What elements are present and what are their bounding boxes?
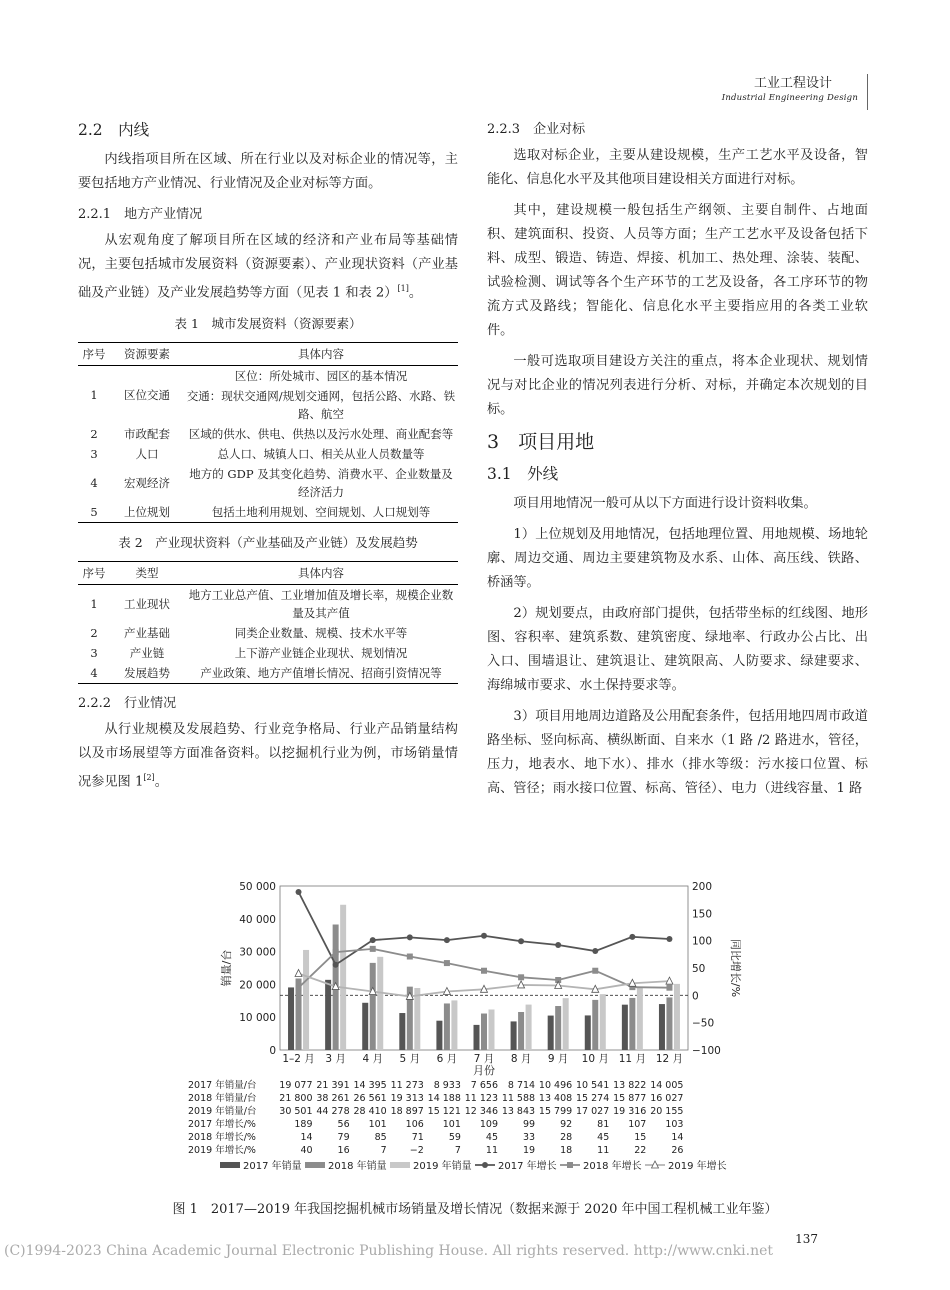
data-table-cell: 85 — [374, 1132, 387, 1143]
table-cell: 发展趋势 — [110, 663, 184, 684]
paragraph: 一般可选取项目建设方关注的重点，将本企业现状、规划情况与对比企业的情况列表进行分析、对标，并确定本次规划的目标。 — [487, 354, 868, 417]
growth-point — [444, 960, 450, 966]
table-cell: 1 — [90, 388, 98, 403]
data-table-cell: 14 — [300, 1132, 313, 1143]
header-rule — [867, 74, 868, 110]
data-table-cell: 10 496 — [538, 1080, 573, 1091]
table-cell: 地方的 GDP 及其变化趋势、消费水平、企业数量及经济活力 — [189, 467, 453, 500]
y2-axis-title: 同比增长/% — [729, 938, 742, 998]
data-table-cell: 11 — [597, 1145, 610, 1156]
table-header: 具体内容 — [184, 343, 458, 366]
data-table-cell: 38 261 — [316, 1093, 350, 1104]
bar-2018-4 — [444, 1003, 450, 1050]
bar-2018-6 — [518, 1012, 524, 1050]
growth-point — [444, 937, 450, 943]
y2-tick-label: 150 — [692, 908, 713, 921]
x-tick-label: 10 月 — [581, 1053, 609, 1065]
y-tick-label: 30 000 — [239, 946, 276, 959]
table-cell: 宏观经济 — [124, 476, 170, 491]
table-cell: 3 — [90, 646, 98, 661]
bar-2018-8 — [592, 1000, 598, 1050]
table-2 — [78, 561, 458, 684]
growth-point — [518, 974, 524, 980]
table-cell: 区位交通 — [124, 388, 170, 403]
data-table-cell: 8 933 — [433, 1080, 461, 1091]
table-caption: 表 2 产业现状资料（产业基础及产业链）及发展趋势 — [118, 535, 418, 551]
table-cell: 人口 — [135, 447, 159, 462]
legend-marker — [482, 1162, 488, 1168]
table-cell: 2 — [90, 626, 98, 641]
data-table-cell: 11 123 — [464, 1093, 498, 1104]
data-table-cell: 11 — [485, 1145, 498, 1156]
bar-2019-2 — [377, 957, 383, 1050]
data-table-cell: 28 410 — [353, 1106, 387, 1117]
bar-2018-2 — [370, 963, 376, 1050]
growth-point — [629, 934, 635, 940]
bar-2018-5 — [481, 1014, 487, 1050]
data-table-row-label: 2018 年增长/% — [188, 1132, 256, 1143]
bar-2019-5 — [489, 1010, 495, 1050]
table-cell: 上下游产业链企业现状、规划情况 — [234, 646, 408, 661]
page-number: 137 — [795, 1232, 818, 1246]
data-table-cell: 15 799 — [538, 1106, 573, 1117]
growth-point — [296, 889, 302, 895]
data-table-cell: 26 — [671, 1145, 684, 1156]
bar-2017-5 — [474, 1025, 480, 1050]
section-heading: 3 项目用地 — [487, 431, 595, 453]
table-cell: 上位规划 — [110, 502, 184, 523]
growth-point — [295, 969, 302, 976]
bar-2017-4 — [436, 1021, 442, 1050]
data-table-cell: 107 — [628, 1119, 647, 1130]
chart-svg — [180, 878, 770, 1188]
paragraph: 项目用地情况一般可从以下方面进行设计资料收集。 — [513, 496, 817, 511]
data-table-row-label: 2017 年增长/% — [188, 1119, 256, 1130]
data-table-cell: 92 — [560, 1119, 573, 1130]
y-tick-label: 50 000 — [239, 881, 276, 893]
growth-point — [333, 962, 339, 968]
data-table-cell: 14 188 — [427, 1093, 461, 1104]
table-1 — [78, 342, 458, 523]
growth-point — [592, 968, 598, 974]
bar-2019-3 — [414, 988, 420, 1050]
x-tick-label: 5 月 — [399, 1053, 421, 1065]
data-table-row-label: 2018 年销量/台 — [188, 1093, 257, 1104]
figure-1-chart — [180, 878, 770, 1188]
table-cell: 包括土地利用规划、空间规划、人口规划等 — [184, 502, 458, 523]
bar-2017-6 — [511, 1021, 517, 1050]
paragraph-text: 。 — [154, 774, 168, 790]
y2-tick-label: 200 — [692, 881, 713, 893]
data-table-cell: 103 — [665, 1119, 684, 1130]
bar-2019-1 — [340, 905, 346, 1050]
data-table-cell: 28 — [560, 1132, 573, 1143]
bar-2018-10 — [666, 997, 672, 1050]
table-header: 类型 — [110, 562, 184, 585]
y2-tick-label: 50 — [692, 963, 706, 975]
paragraph-text: 从宏观角度了解项目所在区域的经济和产业布局等基础情况，主要包括城市发展资料（资源要素）、产业现状资料（产业基础及产业链）及产业发展趋势等方面（见表 1 和表 2） — [78, 233, 458, 301]
x-tick-label: 11 月 — [618, 1053, 646, 1065]
data-table-cell: 19 077 — [279, 1080, 313, 1091]
data-table-cell: 45 — [597, 1132, 610, 1143]
data-table-cell: 15 121 — [427, 1106, 461, 1117]
table-cell: 区域的供水、供电、供热以及污水处理、商业配套等 — [188, 427, 454, 442]
y-tick-label: 10 000 — [239, 1012, 276, 1025]
data-table-cell: 13 822 — [613, 1080, 647, 1091]
paragraph: 选取对标企业，主要从建设规模，生产工艺水平及设备，智能化、信息化水平及其他项目建设相关方面进行对标。 — [487, 148, 868, 187]
data-table-cell: 59 — [448, 1132, 461, 1143]
data-table-cell: 44 278 — [316, 1106, 350, 1117]
bar-2019-6 — [526, 1005, 532, 1050]
growth-point — [555, 942, 561, 948]
legend-label: 2018 年增长 — [583, 1161, 642, 1172]
subsection-heading: 2.2.2 行业情况 — [78, 696, 177, 712]
growth-point — [370, 946, 376, 952]
x-axis-title: 月份 — [473, 1064, 495, 1077]
data-table-cell: 30 501 — [279, 1106, 313, 1117]
data-table-cell: 189 — [294, 1119, 313, 1130]
x-tick-label: 8 月 — [510, 1053, 532, 1065]
paragraph: 3）项目用地周边道路及公用配套条件，包括用地四周市政道路坐标、竖向标高、横纵断面、自来水（1 路 /2 路进水，管径，压力，地表水、地下水）、排水（排水等级：污水接口位置、标高、管径；雨水接口位置、标高、管径）、电力（进线容量、1 路 — [487, 709, 868, 796]
right-column — [487, 118, 868, 808]
x-tick-label: 4 月 — [362, 1053, 383, 1065]
data-table-cell: 33 — [522, 1132, 536, 1143]
bar-2019-10 — [674, 984, 680, 1050]
growth-point — [666, 936, 672, 942]
data-table-cell: 79 — [337, 1132, 350, 1143]
growth-point — [518, 938, 524, 944]
bar-2017-3 — [399, 1013, 405, 1050]
data-table-cell: 45 — [485, 1132, 498, 1143]
table-cell: 4 — [78, 663, 110, 684]
legend-label: 2018 年销量 — [328, 1161, 387, 1172]
data-table-cell: 106 — [405, 1119, 424, 1130]
bar-2017-9 — [622, 1005, 628, 1050]
table-cell: 区位：所处城市、园区的基本情况 — [234, 369, 408, 384]
data-table-cell: 99 — [522, 1119, 536, 1130]
data-table-cell: 7 — [380, 1145, 387, 1156]
figure-caption: 图 1 2017—2019 年我国挖掘机械市场销量及增长情况（数据来源于 2020 年中国工程机械工业年鉴） — [172, 1202, 778, 1217]
data-table-row-label: 2019 年增长/% — [188, 1145, 256, 1156]
paragraph: 内线指项目所在区域、所在行业以及对标企业的情况等，主要包括地方产业情况、行业情况及企业对标等方面。 — [78, 152, 458, 191]
y2-tick-label: −100 — [692, 1045, 721, 1057]
y-tick-label: 40 000 — [239, 913, 276, 926]
data-table-cell: 19 313 — [390, 1093, 424, 1104]
bar-2017-7 — [548, 1016, 554, 1050]
table-cell: 市政配套 — [124, 427, 170, 442]
table-cell: 产业链 — [129, 646, 165, 661]
growth-line-2017 — [299, 892, 670, 965]
data-table-cell: 81 — [597, 1119, 610, 1130]
y-tick-label: 20 000 — [239, 979, 276, 992]
table-cell: 同类企业数量、规模、技术水平等 — [234, 626, 408, 641]
x-tick-label: 1–2 月 — [282, 1053, 315, 1065]
y2-tick-label: −50 — [692, 1017, 715, 1030]
data-table-row-label: 2019 年销量/台 — [188, 1106, 257, 1117]
data-table-cell: 16 — [337, 1145, 350, 1156]
table-header: 序号 — [78, 562, 110, 585]
growth-point — [481, 933, 487, 939]
section-heading: 3.1 外线 — [487, 465, 559, 483]
growth-point — [481, 968, 487, 974]
data-table-cell: 101 — [442, 1119, 461, 1130]
subsection-heading: 2.2.3 企业对标 — [487, 122, 586, 137]
citation[interactable]: [2] — [143, 773, 155, 783]
data-table-cell: 20 155 — [650, 1106, 684, 1117]
data-table-cell: 19 — [522, 1145, 536, 1156]
bar-2018-7 — [555, 1006, 561, 1050]
data-table-cell: 22 — [634, 1145, 647, 1156]
journal-title-en: Industrial Engineering Design — [721, 93, 858, 103]
copyright-notice: (C)1994-2023 China Academic Journal Electronic Publishing House. All rights reserved. http://www.cnki.net — [4, 1243, 774, 1259]
table-cell: 2 — [90, 427, 98, 442]
x-tick-label: 3 月 — [325, 1053, 346, 1065]
bar-2017-1 — [325, 980, 331, 1050]
table-cell: 产业政策、地方产值增长情况、招商引资情况等 — [184, 663, 458, 684]
bar-2019-4 — [451, 1000, 457, 1050]
data-table-cell: 11 273 — [390, 1080, 424, 1091]
legend-swatch — [220, 1162, 240, 1168]
table-cell: 3 — [90, 447, 98, 462]
growth-point — [592, 948, 598, 954]
paragraph: 2）规划要点，由政府部门提供，包括带坐标的红线图、地形图、容积率、建筑系数、建筑密度、绿地率、行政办公占比、出入口、围墙退让、建筑退让、建筑限高、人防要求、绿建要求、海绵城市要求、水土保持要求等。 — [487, 606, 868, 693]
table-header: 具体内容 — [184, 562, 458, 585]
table-cell: 产业基础 — [124, 626, 170, 641]
x-tick-label: 7 月 — [473, 1053, 495, 1065]
data-table-cell: 109 — [479, 1119, 498, 1130]
data-table-cell: 8 714 — [507, 1080, 536, 1091]
legend-label: 2019 年销量 — [413, 1161, 472, 1172]
table-cell: 工业现状 — [124, 597, 170, 612]
data-table-cell: 40 — [300, 1145, 313, 1156]
data-table-cell: 15 877 — [613, 1093, 647, 1104]
section-heading: 2.2 内线 — [78, 121, 150, 139]
data-table-cell: 12 346 — [464, 1106, 498, 1117]
data-table-cell: 10 541 — [576, 1080, 610, 1091]
data-table-cell: 13 408 — [538, 1093, 573, 1104]
growth-point — [333, 949, 339, 955]
y2-tick-label: 100 — [692, 935, 713, 948]
bar-2017-10 — [659, 1004, 665, 1050]
data-table-cell: 101 — [368, 1119, 387, 1130]
legend-label: 2017 年增长 — [498, 1161, 557, 1172]
data-table-cell: 19 316 — [613, 1106, 647, 1117]
data-table-cell: 17 027 — [576, 1106, 610, 1117]
paragraph: 其中，建设规模一般包括生产纲领、主要自制件、占地面积、建筑面积、投资、人员等方面；生产工艺水平及设备包括下料、成型、锻造、铸造、焊接、机加工、热处理、涂装、装配、试验检测、调试等各个生产环节的工艺及设备，各工序环节的物流方式及路线；智能化、信息化水平主要指应用的各类工业软件。 — [487, 203, 868, 338]
growth-point — [407, 954, 413, 960]
data-table-cell: 18 897 — [390, 1106, 424, 1117]
growth-point — [666, 985, 672, 991]
data-table-row-label: 2017 年销量/台 — [188, 1080, 257, 1091]
data-table-cell: 14 005 — [650, 1080, 684, 1091]
table-cell: 5 — [78, 502, 110, 523]
y-axis-title: 销量/台 — [220, 949, 233, 987]
bar-2017-8 — [585, 1015, 591, 1050]
data-table-cell: 14 395 — [353, 1080, 387, 1091]
x-tick-label: 9 月 — [547, 1053, 569, 1065]
left-column — [78, 118, 458, 802]
data-table-cell: 7 — [454, 1145, 461, 1156]
data-table-cell: 15 — [634, 1132, 647, 1143]
table-caption: 表 1 城市发展资料（资源要素） — [174, 316, 362, 332]
data-table-cell: 11 588 — [501, 1093, 536, 1104]
growth-point — [296, 985, 302, 991]
growth-point — [370, 937, 376, 943]
table-cell: 4 — [90, 476, 98, 491]
table-cell: 1 — [90, 597, 98, 612]
bar-2017-2 — [362, 1003, 368, 1050]
legend-label: 2019 年增长 — [668, 1161, 727, 1172]
data-table-cell: 26 561 — [353, 1093, 387, 1104]
paragraph-text: 。 — [408, 285, 423, 301]
data-table-cell: 7 656 — [470, 1080, 498, 1091]
subsection-heading: 2.2.1 地方产业情况 — [78, 207, 203, 222]
journal-title: 工业工程设计 — [753, 76, 832, 91]
table-cell: 地方工业总产值、工业增加值及增长率，规模企业数量及其产值 — [188, 588, 454, 621]
table-header: 序号 — [78, 343, 110, 366]
bar-2019-9 — [637, 987, 643, 1050]
growth-point — [407, 934, 413, 940]
data-table-cell: 15 274 — [576, 1093, 610, 1104]
x-tick-label: 12 月 — [655, 1053, 684, 1065]
paragraph — [78, 718, 458, 794]
data-table-cell: 56 — [337, 1119, 350, 1130]
table-cell: 总人口、城镇人口、相关从业人员数量等 — [217, 447, 425, 462]
legend-label: 2017 年销量 — [243, 1161, 302, 1172]
table-cell: 交通：现状交通网/规划交通网，包括公路、水路、铁路、航空 — [186, 389, 456, 422]
x-tick-label: 6 月 — [436, 1053, 458, 1065]
data-table-cell: 21 391 — [316, 1080, 350, 1091]
paragraph — [78, 229, 458, 305]
paragraph: 1）上位规划及用地情况，包括地理位置、用地规模、场地轮廓、周边交通、周边主要建筑物及水系、山体、高压线、铁路、桥涵等。 — [487, 527, 868, 590]
legend-marker — [567, 1162, 573, 1168]
data-table-cell: 16 027 — [650, 1093, 684, 1104]
paragraph-text: 从行业规模及发展趋势、行业竞争格局、行业产品销量结构以及市场展望等方面准备资料。以挖掘机行业为例，市场销量情况参见图 1 — [78, 722, 458, 790]
y-tick-label: 0 — [269, 1045, 276, 1057]
bar-2018-9 — [629, 998, 635, 1050]
y2-tick-label: 0 — [692, 990, 699, 1003]
bar-2019-8 — [600, 994, 606, 1050]
data-table-cell: 18 — [560, 1145, 573, 1156]
data-table-cell: 13 843 — [501, 1106, 536, 1117]
data-table-cell: 71 — [411, 1132, 424, 1143]
data-table-cell: −2 — [409, 1145, 424, 1156]
bar-2017-0 — [288, 987, 294, 1050]
citation[interactable]: [1] — [397, 284, 409, 293]
legend-swatch — [390, 1162, 410, 1168]
legend-swatch — [305, 1162, 325, 1168]
bar-2019-0 — [303, 950, 309, 1050]
bar-2019-7 — [563, 998, 569, 1050]
table-header: 资源要素 — [110, 343, 184, 366]
data-table-cell: 21 800 — [279, 1093, 313, 1104]
data-table-cell: 14 — [671, 1132, 684, 1143]
